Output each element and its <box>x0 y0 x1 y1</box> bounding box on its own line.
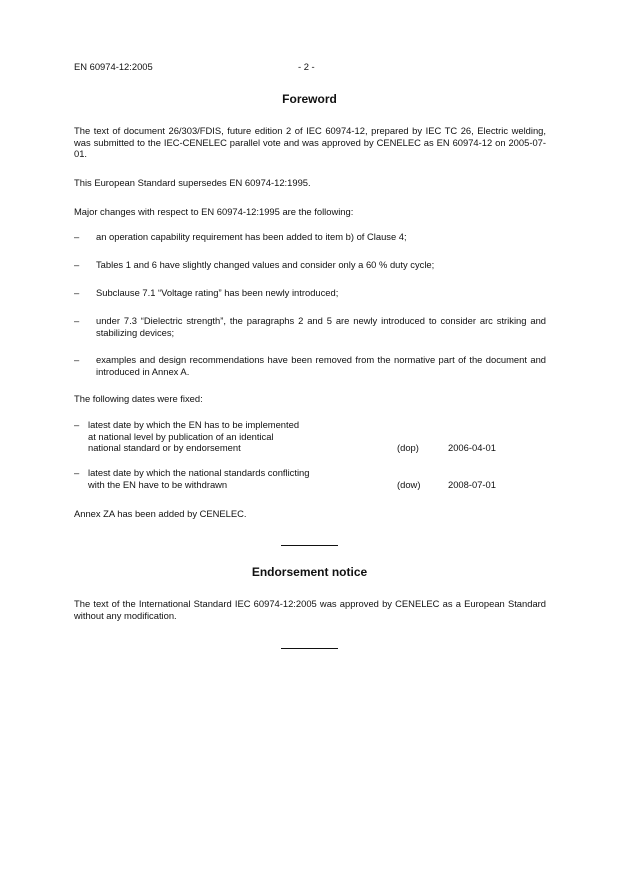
date-description <box>88 419 388 454</box>
date-value-dow: 2008-07-01 <box>448 479 496 490</box>
date-description-line: latest date by which the EN has to be implemented <box>88 419 300 430</box>
date-code-dop: (dop) <box>397 442 419 453</box>
change-item: examples and design recommendations have been removed from the normative part of the document and introduced in Annex A. <box>96 354 546 377</box>
foreword-intro: The text of document 26/303/FDIS, future edition 2 of IEC 60974-12, prepared by IEC TC 26, Electric welding, was submitted to the IEC-CENELEC parallel vote and was approved by CENELEC as EN 60974-12 on 2005-07-01. <box>74 125 546 160</box>
section-divider <box>281 545 338 546</box>
date-description <box>88 467 388 490</box>
date-description-line: at national level by publication of an identical <box>88 430 274 442</box>
date-description-line: with the EN have to be withdrawn <box>88 478 228 490</box>
list-bullet: – <box>74 419 80 430</box>
change-item: Subclause 7.1 “Voltage rating” has been newly introduced; <box>96 287 339 298</box>
annex-note: Annex ZA has been added by CENELEC. <box>74 508 247 519</box>
page-number: - 2 - <box>298 61 315 72</box>
change-item: an operation capability requirement has been added to item b) of Clause 4; <box>96 231 407 242</box>
endorsement-text: The text of the International Standard IEC 60974-12:2005 was approved by CENELEC as a European Standard without any modification. <box>74 598 546 621</box>
list-bullet: – <box>74 354 80 365</box>
list-bullet: – <box>74 315 80 326</box>
dates-intro: The following dates were fixed: <box>74 393 203 404</box>
change-item: Tables 1 and 6 have slightly changed values and consider only a 60 % duty cycle; <box>96 259 435 270</box>
changes-intro: Major changes with respect to EN 60974-12:1995 are the following: <box>74 206 354 217</box>
foreword-title: Foreword <box>282 92 337 106</box>
list-bullet: – <box>74 231 80 242</box>
date-value-dop: 2006-04-01 <box>448 442 496 453</box>
list-bullet: – <box>74 467 80 478</box>
supersedes-statement: This European Standard supersedes EN 60974-12:1995. <box>74 177 311 188</box>
section-divider <box>281 648 338 649</box>
endorsement-title: Endorsement notice <box>251 565 368 579</box>
date-description-line: national standard or by endorsement <box>88 442 241 454</box>
date-code-dow: (dow) <box>397 479 421 490</box>
document-id: EN 60974-12:2005 <box>74 61 153 72</box>
list-bullet: – <box>74 287 80 298</box>
date-description-line: latest date by which the national standards conflicting <box>88 467 310 478</box>
list-bullet: – <box>74 259 80 270</box>
change-item: under 7.3 “Dielectric strength”, the paragraphs 2 and 5 are newly introduced to consider arc striking and stabilizing devices; <box>96 315 546 338</box>
